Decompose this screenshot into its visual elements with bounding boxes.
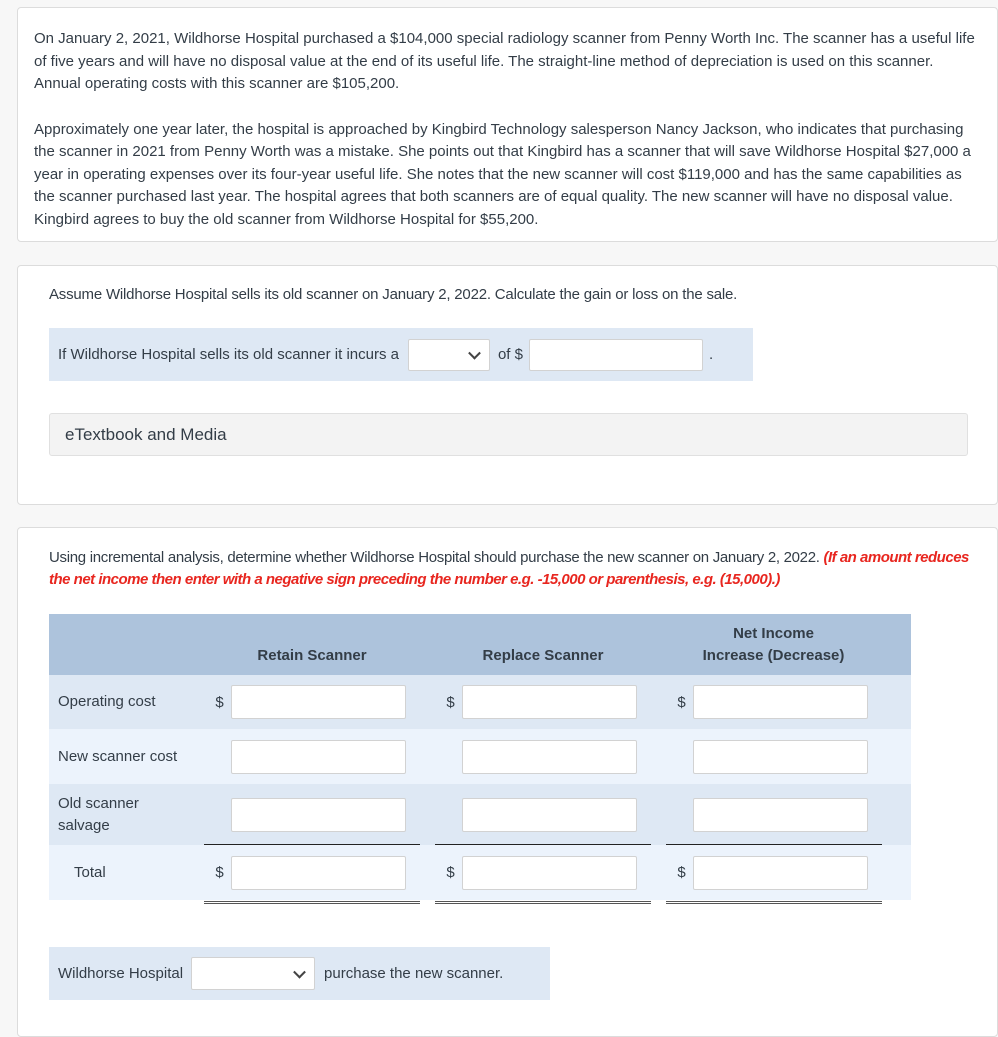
part-b-question — [49, 547, 969, 591]
part-b-card — [17, 527, 998, 1037]
new-scanner-cost-replace-input[interactable] — [462, 740, 637, 774]
table-row-total — [49, 845, 911, 900]
header-retain-scanner: Retain Scanner — [257, 646, 367, 664]
dollar-sign: $ — [215, 693, 224, 711]
operating-cost-net-input[interactable] — [693, 685, 868, 719]
row-label: Old scanner salvage — [58, 794, 139, 834]
decision-suffix: purchase the new scanner. — [324, 965, 504, 982]
total-replace-input[interactable] — [462, 856, 637, 890]
problem-statement-card — [17, 7, 998, 242]
old-scanner-salvage-replace-input[interactable] — [462, 798, 637, 832]
dollar-sign: $ — [677, 864, 686, 881]
operating-cost-retain-input[interactable] — [231, 685, 406, 719]
total-retain-input[interactable] — [231, 856, 406, 890]
header-blank — [49, 614, 204, 675]
new-scanner-cost-retain-input[interactable] — [231, 740, 406, 774]
part-b-instruction: (If an amount reduces the net income then enter with a negative sign preceding the number e.g. -15,000 or parenthesis, e.g. (15,000).) — [49, 549, 969, 588]
problem-paragraph-1: On January 2, 2021, Wildhorse Hospital purchased a $104,000 special radiology scanner from Penny Worth Inc. The scanner has a useful life of five years and will have no disposal value at the end of its useful life. The straight-line method of depreciation is used on this scanner. Annual operating costs with this scanner are $105,200. — [34, 30, 975, 92]
gain-loss-amount-input[interactable] — [529, 339, 703, 371]
gain-loss-select[interactable] — [408, 339, 490, 371]
table-row-operating-cost — [49, 675, 911, 729]
row-label: New scanner cost — [58, 747, 178, 765]
gain-loss-answer-row — [49, 328, 753, 381]
part-a-card — [17, 265, 998, 505]
table-header — [49, 614, 911, 675]
gain-loss-sentence-middle: of $ — [497, 346, 523, 363]
decision-answer-row — [49, 947, 550, 1000]
gain-loss-sentence-prefix: If Wildhorse Hospital sells its old scanner it incurs a — [58, 346, 399, 363]
total-net-input[interactable] — [693, 856, 868, 890]
dollar-sign: $ — [677, 693, 686, 711]
row-label: Operating cost — [58, 693, 156, 710]
decision-prefix: Wildhorse Hospital — [58, 965, 184, 982]
incremental-analysis-table — [49, 614, 911, 900]
problem-paragraph-2: Approximately one year later, the hospital is approached by Kingbird Technology salesperson Nancy Jackson, who indicates that purchasing the scanner in 2021 from Penny Worth was a mistake. She points out that Kingbird has a scanner that will save Wildhorse Hospital $27,000 a year in operating expenses over its four-year useful life. She notes that the new scanner will cost $119,000 and has the same capabilities as the scanner purchased last year. The hospital agrees that both scanners are of equal quality. The new scanner will have no disposal value. Kingbird agrees to buy the old scanner from Wildhorse Hospital for $55,200. — [34, 120, 971, 228]
old-scanner-salvage-retain-input[interactable] — [231, 798, 406, 832]
table-row-new-scanner-cost — [49, 729, 911, 784]
old-scanner-salvage-net-input[interactable] — [693, 798, 868, 832]
header-replace-scanner: Replace Scanner — [482, 646, 604, 664]
part-b-question-text: Using incremental analysis, determine whether Wildhorse Hospital should purchase the new scanner on January 2, 2022. — [49, 549, 820, 566]
new-scanner-cost-net-input[interactable] — [693, 740, 868, 774]
gain-loss-sentence-suffix: . — [709, 346, 714, 363]
header-net-income: Net Income Increase (Decrease) — [702, 624, 845, 664]
chevron-down-icon — [293, 965, 306, 978]
chevron-down-icon — [468, 346, 481, 359]
operating-cost-replace-input[interactable] — [462, 685, 637, 719]
part-a-question: Assume Wildhorse Hospital sells its old scanner on January 2, 2022. Calculate the gain or loss on the sale. — [49, 286, 738, 303]
etextbook-and-media-link[interactable]: eTextbook and Media — [49, 413, 968, 456]
table-row-old-scanner-salvage — [49, 784, 911, 845]
dollar-sign: $ — [446, 693, 455, 711]
dollar-sign: $ — [215, 864, 224, 881]
dollar-sign: $ — [446, 864, 455, 881]
row-label: Total — [74, 863, 106, 881]
decision-select[interactable] — [191, 957, 315, 990]
